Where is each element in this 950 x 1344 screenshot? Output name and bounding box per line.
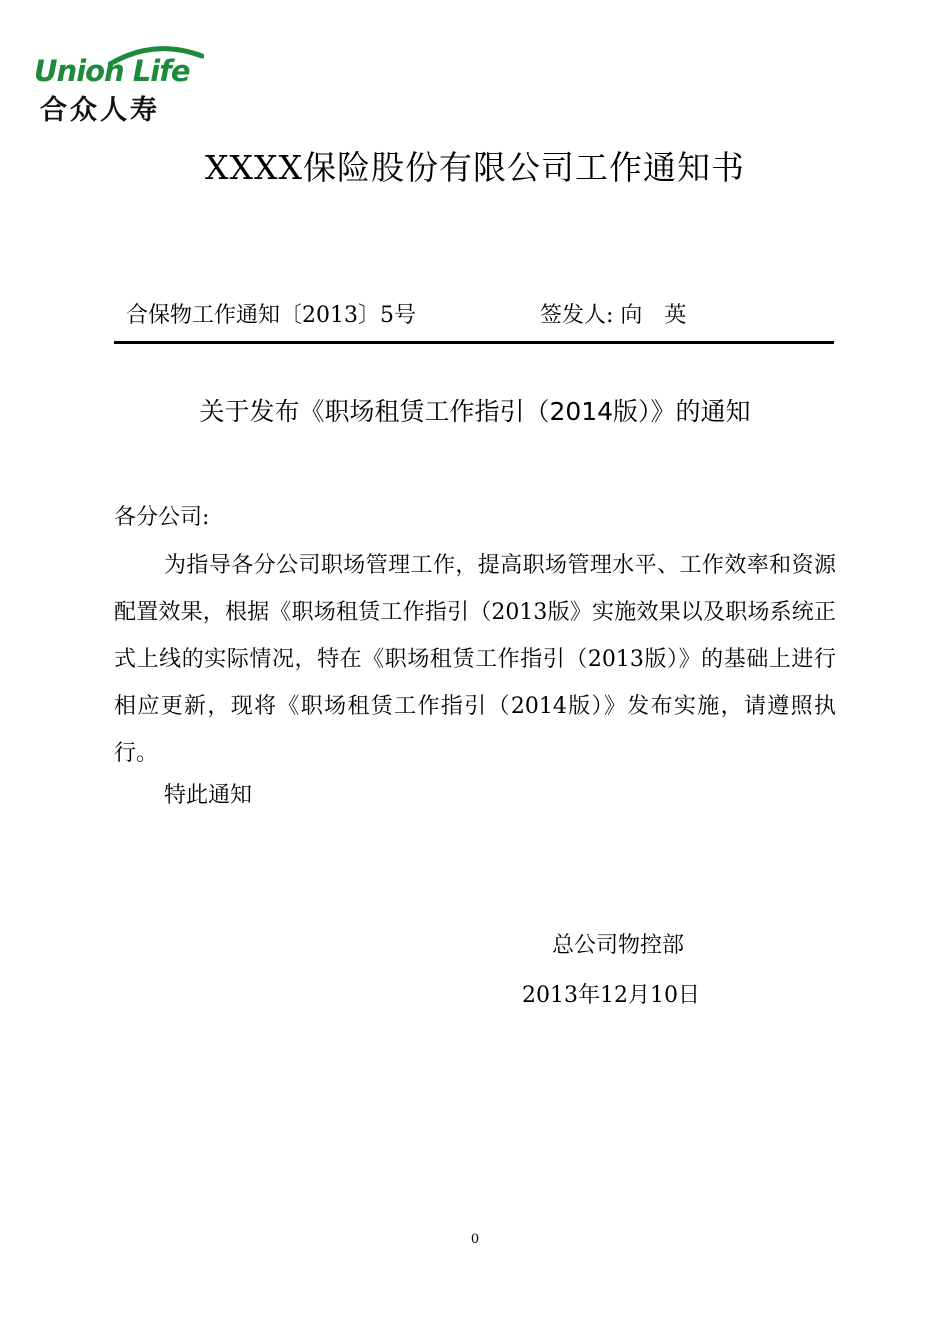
document-title: XXXX保险股份有限公司工作通知书 xyxy=(205,148,745,187)
header-divider xyxy=(114,341,834,344)
salutation: 各分公司: xyxy=(114,505,210,530)
document-number: 合保物工作通知〔2013〕5号 xyxy=(126,303,416,328)
page-number: 0 xyxy=(470,1232,480,1247)
company-logo xyxy=(34,44,204,126)
body-paragraph: 为指导各分公司职场管理工作，提高职场管理水平、工作效率和资源配置效果，根据《职场租赁工作指引（2013版》实施效果以及职场系统正式上线的实际情况，特在《职场租赁工作指引（2013版）》的基础上进行相应更新，现将《职场租赁工作指引（2014版）》发布实施，请遵照执行。 xyxy=(114,553,836,766)
issuing-department: 总公司物控部 xyxy=(552,933,685,958)
notice-title: 关于发布《职场租赁工作指引（2014版）》的通知 xyxy=(199,397,751,426)
signer: 签发人: 向 英 xyxy=(540,303,687,328)
issue-date: 2013年12月10日 xyxy=(522,983,700,1008)
logo-name-cn: 合众人寿 xyxy=(40,95,160,126)
logo-name-en: Union Life xyxy=(34,54,190,88)
closing-line: 特此通知 xyxy=(164,783,253,808)
